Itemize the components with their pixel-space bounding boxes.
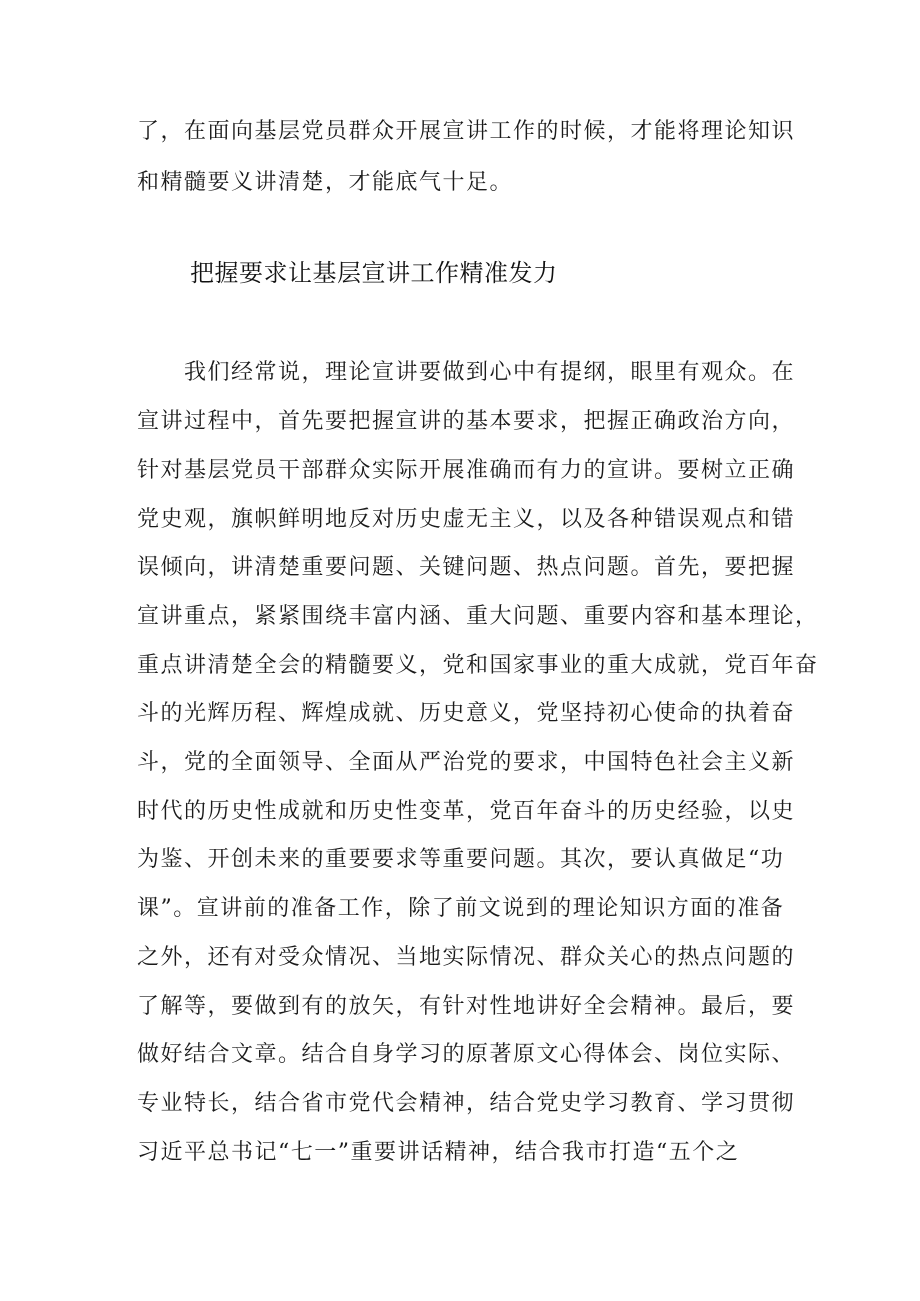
body-line-6: 宣讲重点，紧紧围绕丰富内涵、重大问题、重要内容和基本理论， — [137, 604, 819, 629]
body-line-11: 为鉴、开创未来的重要要求等重要问题。其次，要认真做足“功 — [137, 847, 785, 872]
body-line-16: 专业特长，结合省市党代会精神，结合党史学习教育、学习贯彻 — [137, 1091, 796, 1116]
body-line-1: 我们经常说，理论宣讲要做到心中有提纲，眼里有观众。在 — [137, 360, 796, 385]
body-line-3: 针对基层党员干部群众实际开展准确而有力的宣讲。要树立正确 — [137, 458, 796, 483]
body-line-2: 宣讲过程中，首先要把握宣讲的基本要求，把握正确政治方向， — [137, 409, 796, 434]
body-line-4: 党史观，旗帜鲜明地反对历史虚无主义，以及各种错误观点和错 — [137, 507, 796, 532]
body-line-9: 斗，党的全面领导、全面从严治党的要求，中国特色社会主义新 — [137, 750, 796, 775]
intro-line-2: 和精髓要义讲清楚，才能底气十足。 — [137, 170, 514, 195]
section-heading: 把握要求让基层宣讲工作精准发力 — [190, 259, 558, 287]
body-line-7: 重点讲清楚全会的精髓要义，党和国家事业的重大成就，党百年奋 — [137, 653, 819, 678]
body-line-14: 了解等，要做到有的放矢，有针对性地讲好全会精神。最后，要 — [137, 994, 796, 1019]
body-line-10: 时代的历史性成就和历史性变革，党百年奋斗的历史经验，以史 — [137, 799, 796, 824]
body-line-12: 课”。宣讲前的准备工作，除了前文说到的理论知识方面的准备 — [137, 896, 785, 921]
body-line-15: 做好结合文章。结合自身学习的原著原文心得体会、岗位实际、 — [137, 1042, 796, 1067]
body-line-5: 误倾向，讲清楚重要问题、关键问题、热点问题。首先，要把握 — [137, 555, 796, 580]
body-line-8: 斗的光辉历程、辉煌成就、历史意义，党坚持初心使命的执着奋 — [137, 701, 796, 726]
intro-line-1: 了，在面向基层党员群众开展宣讲工作的时候，才能将理论知识 — [137, 119, 796, 144]
body-line-17: 习近平总书记“七一”重要讲话精神，结合我市打造“五个之 — [137, 1140, 740, 1165]
body-line-13: 之外，还有对受众情况、当地实际情况、群众关心的热点问题的 — [137, 945, 796, 970]
